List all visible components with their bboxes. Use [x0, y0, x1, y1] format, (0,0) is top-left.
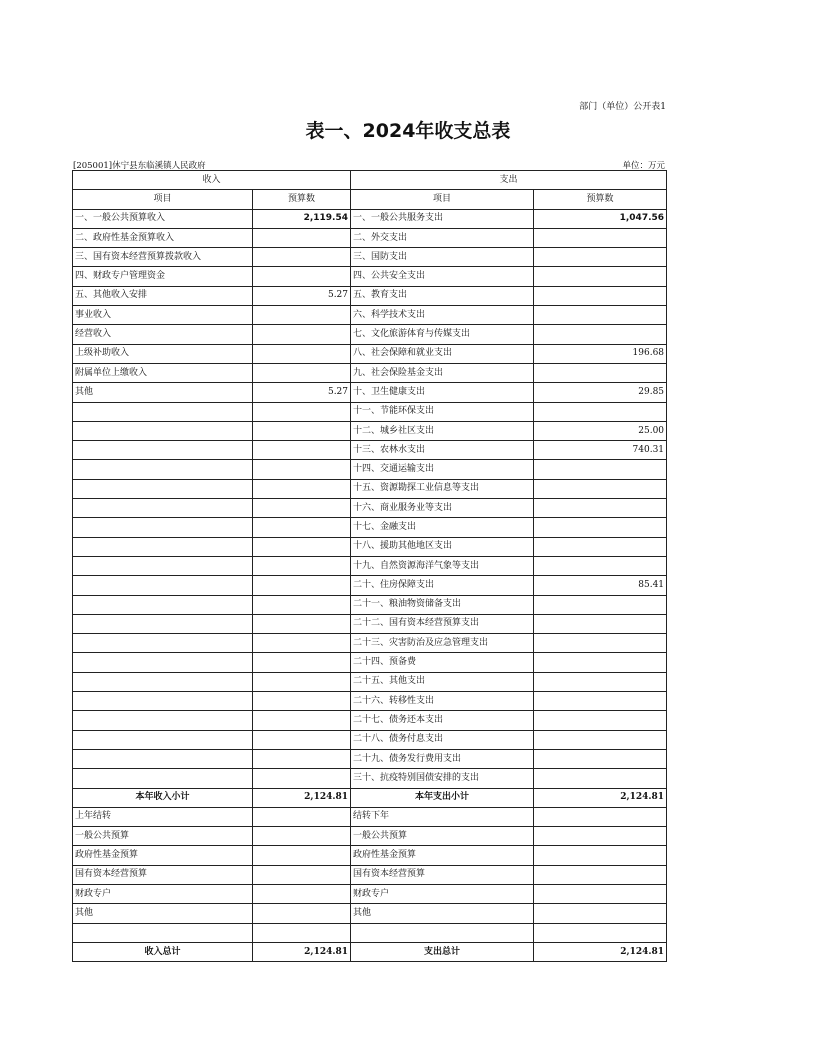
income-item-cell: [73, 460, 253, 479]
expense-value-cell: 29.85: [534, 383, 667, 402]
income-item-cell: [73, 499, 253, 518]
table-row: [73, 537, 667, 556]
income-carryover-item: 国有资本经营预算: [73, 865, 253, 884]
income-value-cell: [253, 460, 351, 479]
income-value-cell: [253, 499, 351, 518]
expense-item-cell: 二十四、预备费: [351, 653, 534, 672]
table-row: [73, 499, 667, 518]
income-value-cell: [253, 537, 351, 556]
table-row: [73, 383, 667, 402]
income-item-cell: 五、其他收入安排: [73, 286, 253, 305]
expense-carryover-item: 政府性基金预算: [351, 846, 534, 865]
income-value-cell: [253, 730, 351, 749]
grand-total-row: [73, 942, 667, 961]
expense-value-cell: [534, 595, 667, 614]
blank-cell: [253, 923, 351, 942]
expense-value-cell: 1,047.56: [534, 209, 667, 228]
form-number: 部门（单位）公开表1: [579, 102, 666, 112]
income-carryover-value: [253, 846, 351, 865]
expense-value-cell: 25.00: [534, 421, 667, 440]
income-item-cell: 二、政府性基金预算收入: [73, 228, 253, 247]
expense-value-cell: [534, 306, 667, 325]
expense-total-value: 2,124.81: [534, 942, 667, 961]
income-item-cell: [73, 730, 253, 749]
table-row: [73, 228, 667, 247]
expense-value-cell: [534, 537, 667, 556]
income-item-cell: [73, 518, 253, 537]
expense-item-cell: 一、一般公共服务支出: [351, 209, 534, 228]
table-row: [73, 769, 667, 788]
expense-item-cell: 十六、商业服务业等支出: [351, 499, 534, 518]
income-item-cell: [73, 672, 253, 691]
expense-item-cell: 九、社会保险基金支出: [351, 363, 534, 382]
expense-item-cell: 七、文化旅游体育与传媒支出: [351, 325, 534, 344]
expense-carryover-value: [534, 884, 667, 903]
expense-carryover-item: 一般公共预算: [351, 827, 534, 846]
expense-value-cell: [534, 286, 667, 305]
income-item-cell: [73, 749, 253, 768]
income-value-cell: 5.27: [253, 286, 351, 305]
expense-value-cell: [534, 363, 667, 382]
expense-item-cell: 二十八、债务付息支出: [351, 730, 534, 749]
income-item-cell: 三、国有资本经营预算拨款收入: [73, 248, 253, 267]
income-value-cell: [253, 692, 351, 711]
income-value-cell: [253, 769, 351, 788]
income-item-cell: [73, 402, 253, 421]
expense-carryover-value: [534, 827, 667, 846]
income-item-cell: [73, 653, 253, 672]
income-carryover-value: [253, 827, 351, 846]
table-row: [73, 653, 667, 672]
table-row: [73, 711, 667, 730]
income-carryover-item: 一般公共预算: [73, 827, 253, 846]
expense-value-cell: [534, 653, 667, 672]
expense-value-cell: 740.31: [534, 441, 667, 460]
income-value-cell: 2,119.54: [253, 209, 351, 228]
income-value-cell: [253, 402, 351, 421]
unit-label: 单位：万元: [622, 161, 665, 171]
income-value-cell: [253, 595, 351, 614]
table-row: [73, 306, 667, 325]
income-value-cell: [253, 653, 351, 672]
organization-label: [205001]休宁县东临溪镇人民政府: [73, 161, 206, 171]
expense-item-cell: 六、科学技术支出: [351, 306, 534, 325]
expense-item-cell: 十三、农林水支出: [351, 441, 534, 460]
blank-cell: [534, 923, 667, 942]
income-total-label: 收入总计: [73, 942, 253, 961]
expense-item-cell: 二十九、债务发行费用支出: [351, 749, 534, 768]
income-total-value: 2,124.81: [253, 942, 351, 961]
income-value-cell: [253, 672, 351, 691]
income-value-cell: [253, 576, 351, 595]
expense-carryover-value: [534, 807, 667, 826]
table-row: [73, 556, 667, 575]
expense-value-cell: [534, 402, 667, 421]
income-item-cell: [73, 711, 253, 730]
carryover-row: [73, 884, 667, 903]
income-carryover-value: [253, 904, 351, 923]
expense-item-cell: 十四、交通运输支出: [351, 460, 534, 479]
carryover-row: [73, 865, 667, 884]
income-value-cell: [253, 518, 351, 537]
expense-value-cell: [534, 749, 667, 768]
expense-item-header: 项目: [351, 190, 534, 209]
income-value-cell: [253, 267, 351, 286]
income-value-cell: [253, 306, 351, 325]
income-carryover-item: 上年结转: [73, 807, 253, 826]
table-row: [73, 518, 667, 537]
expense-carryover-item: 国有资本经营预算: [351, 865, 534, 884]
income-value-cell: [253, 363, 351, 382]
expense-item-cell: 八、社会保障和就业支出: [351, 344, 534, 363]
income-item-header: 项目: [73, 190, 253, 209]
income-carryover-value: [253, 884, 351, 903]
income-item-cell: 一、一般公共预算收入: [73, 209, 253, 228]
expense-value-cell: [534, 479, 667, 498]
expense-item-cell: 五、教育支出: [351, 286, 534, 305]
table-row: [73, 634, 667, 653]
income-value-cell: [253, 441, 351, 460]
expense-value-cell: [534, 248, 667, 267]
expense-value-cell: [534, 325, 667, 344]
income-carryover-item: 其他: [73, 904, 253, 923]
table-row: [73, 267, 667, 286]
income-item-cell: 上级补助收入: [73, 344, 253, 363]
carryover-row: [73, 807, 667, 826]
blank-row: [73, 923, 667, 942]
expense-item-cell: 三、国防支出: [351, 248, 534, 267]
expense-item-cell: 十八、援助其他地区支出: [351, 537, 534, 556]
table-row: [73, 672, 667, 691]
income-value-cell: [253, 711, 351, 730]
table-row: [73, 325, 667, 344]
income-section-header: 收入: [73, 171, 351, 190]
income-value-cell: [253, 421, 351, 440]
income-carryover-item: 政府性基金预算: [73, 846, 253, 865]
budget-table-body: [73, 171, 667, 962]
income-item-cell: 经营收入: [73, 325, 253, 344]
table-row: [73, 576, 667, 595]
expense-value-cell: [534, 672, 667, 691]
expense-value-cell: [534, 267, 667, 286]
expense-carryover-value: [534, 904, 667, 923]
table-row: [73, 595, 667, 614]
expense-value-cell: [534, 634, 667, 653]
expense-item-cell: 二十二、国有资本经营预算支出: [351, 614, 534, 633]
income-value-cell: [253, 479, 351, 498]
table-row: [73, 286, 667, 305]
expense-item-cell: 十、卫生健康支出: [351, 383, 534, 402]
carryover-row: [73, 846, 667, 865]
expense-item-cell: 十二、城乡社区支出: [351, 421, 534, 440]
income-value-cell: [253, 228, 351, 247]
income-item-cell: [73, 556, 253, 575]
table-row: [73, 692, 667, 711]
income-item-cell: [73, 537, 253, 556]
expense-subtotal-label: 本年支出小计: [351, 788, 534, 807]
expense-value-cell: [534, 499, 667, 518]
expense-carryover-value: [534, 846, 667, 865]
expense-item-cell: 十五、资源勘探工业信息等支出: [351, 479, 534, 498]
income-item-cell: 事业收入: [73, 306, 253, 325]
table-row: [73, 248, 667, 267]
income-value-cell: [253, 614, 351, 633]
expense-item-cell: 二十六、转移性支出: [351, 692, 534, 711]
budget-table: [72, 170, 667, 962]
blank-cell: [351, 923, 534, 942]
table-row: [73, 344, 667, 363]
income-value-cell: [253, 248, 351, 267]
carryover-row: [73, 827, 667, 846]
expense-subtotal-value: 2,124.81: [534, 788, 667, 807]
expense-item-cell: 二十三、灾害防治及应急管理支出: [351, 634, 534, 653]
table-row: [73, 209, 667, 228]
income-carryover-item: 财政专户: [73, 884, 253, 903]
expense-carryover-item: 财政专户: [351, 884, 534, 903]
income-value-cell: [253, 556, 351, 575]
income-budget-header: 预算数: [253, 190, 351, 209]
income-item-cell: [73, 634, 253, 653]
expense-value-cell: [534, 692, 667, 711]
income-item-cell: [73, 441, 253, 460]
income-item-cell: [73, 595, 253, 614]
income-value-cell: [253, 749, 351, 768]
income-item-cell: 附属单位上缴收入: [73, 363, 253, 382]
expense-value-cell: [534, 556, 667, 575]
expense-carryover-value: [534, 865, 667, 884]
income-item-cell: [73, 769, 253, 788]
income-item-cell: [73, 692, 253, 711]
table-column-header-row: [73, 190, 667, 209]
blank-cell: [73, 923, 253, 942]
income-item-cell: 其他: [73, 383, 253, 402]
income-item-cell: [73, 479, 253, 498]
income-item-cell: [73, 421, 253, 440]
income-value-cell: [253, 344, 351, 363]
table-row: [73, 460, 667, 479]
expense-item-cell: 四、公共安全支出: [351, 267, 534, 286]
expense-item-cell: 二十一、粮油物资储备支出: [351, 595, 534, 614]
page-title: 表一、2024年收支总表: [305, 120, 511, 142]
expense-carryover-item: 结转下年: [351, 807, 534, 826]
expense-value-cell: [534, 518, 667, 537]
expense-item-cell: 二十五、其他支出: [351, 672, 534, 691]
carryover-row: [73, 904, 667, 923]
income-subtotal-value: 2,124.81: [253, 788, 351, 807]
income-value-cell: [253, 634, 351, 653]
subtotal-row: [73, 788, 667, 807]
income-item-cell: 四、财政专户管理资金: [73, 267, 253, 286]
income-item-cell: [73, 576, 253, 595]
income-carryover-value: [253, 807, 351, 826]
income-subtotal-label: 本年收入小计: [73, 788, 253, 807]
expense-item-cell: 二十、住房保障支出: [351, 576, 534, 595]
expense-total-label: 支出总计: [351, 942, 534, 961]
table-row: [73, 614, 667, 633]
income-item-cell: [73, 614, 253, 633]
table-row: [73, 479, 667, 498]
income-value-cell: 5.27: [253, 383, 351, 402]
income-value-cell: [253, 325, 351, 344]
income-carryover-value: [253, 865, 351, 884]
expense-value-cell: [534, 711, 667, 730]
expense-item-cell: 二十七、债务还本支出: [351, 711, 534, 730]
expense-value-cell: [534, 460, 667, 479]
expense-item-cell: 二、外交支出: [351, 228, 534, 247]
expense-item-cell: 十一、节能环保支出: [351, 402, 534, 421]
table-row: [73, 730, 667, 749]
expense-item-cell: 十九、自然资源海洋气象等支出: [351, 556, 534, 575]
expense-value-cell: 85.41: [534, 576, 667, 595]
expense-budget-header: 预算数: [534, 190, 667, 209]
expense-carryover-item: 其他: [351, 904, 534, 923]
table-row: [73, 402, 667, 421]
expense-value-cell: [534, 730, 667, 749]
table-section-header-row: [73, 171, 667, 190]
expense-item-cell: 十七、金融支出: [351, 518, 534, 537]
table-row: [73, 421, 667, 440]
expense-value-cell: [534, 228, 667, 247]
table-row: [73, 441, 667, 460]
table-row: [73, 363, 667, 382]
expense-value-cell: [534, 614, 667, 633]
table-row: [73, 749, 667, 768]
expense-value-cell: [534, 769, 667, 788]
expense-section-header: 支出: [351, 171, 667, 190]
expense-item-cell: 三十、抗疫特别国债安排的支出: [351, 769, 534, 788]
expense-value-cell: 196.68: [534, 344, 667, 363]
